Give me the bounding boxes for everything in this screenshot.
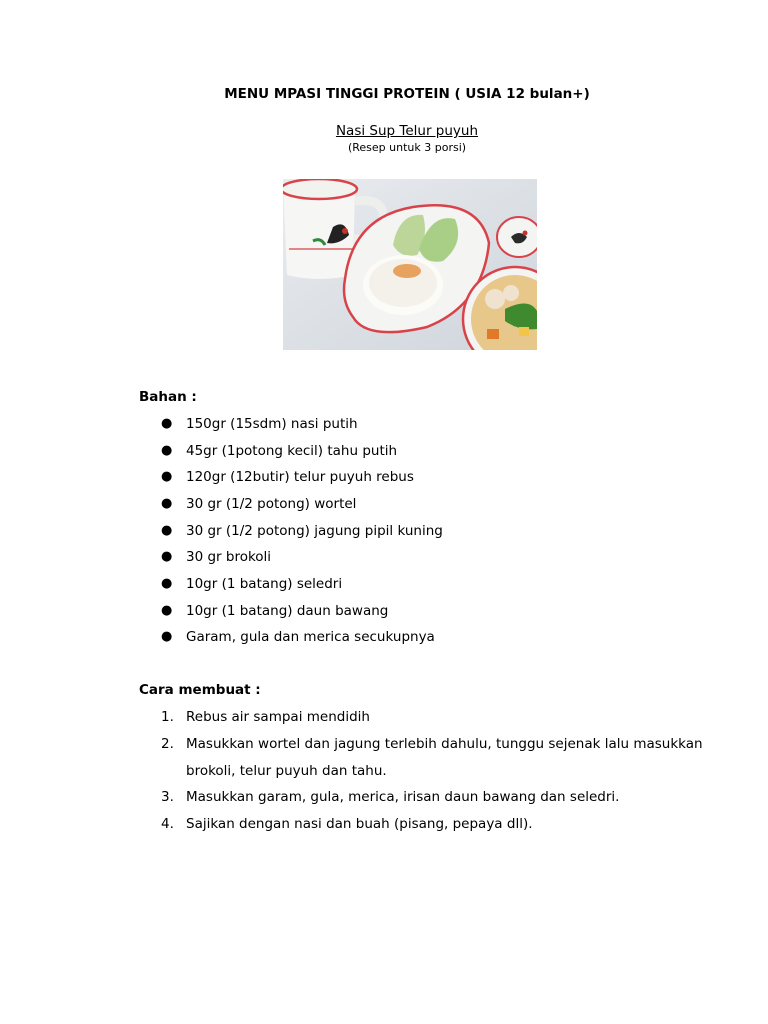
list-item: ● 150gr (15sdm) nasi putih	[161, 416, 358, 432]
step-item: 2. Masukkan wortel dan jagung terlebih dahulu, tunggu sejenak lalu masukkan	[161, 736, 703, 752]
list-item: ● 120gr (12butir) telur puyuh rebus	[161, 469, 414, 485]
list-item: ● 10gr (1 batang) seledri	[161, 576, 343, 592]
steps-heading: Cara membuat :	[139, 682, 261, 698]
step-item: 4. Sajikan dengan nasi dan buah (pisang, pepaya dll).	[161, 816, 533, 832]
bullet-icon: ●	[161, 496, 173, 511]
bullet-icon: ●	[161, 549, 173, 564]
bullet-icon: ●	[161, 523, 173, 538]
bullet-icon: ●	[161, 416, 173, 431]
food-illustration	[283, 179, 537, 350]
food-photo	[283, 179, 537, 350]
document-title: MENU MPASI TINGGI PROTEIN ( USIA 12 bulan+)	[224, 86, 590, 102]
bullet-icon: ●	[161, 603, 173, 618]
list-item: ● 30 gr (1/2 potong) wortel	[161, 496, 357, 512]
list-item: ● Garam, gula dan merica secukupnya	[161, 629, 435, 645]
list-item: ● 30 gr brokoli	[161, 549, 272, 565]
step-item: 3. Masukkan garam, gula, merica, irisan daun bawang dan seledri.	[161, 789, 620, 805]
step-item: 1. Rebus air sampai mendidih	[161, 709, 370, 725]
list-item: ● 10gr (1 batang) daun bawang	[161, 603, 389, 619]
bullet-icon: ●	[161, 469, 173, 484]
step-item-continuation: brokoli, telur puyuh dan tahu.	[186, 763, 387, 779]
recipe-name: Nasi Sup Telur puyuh	[335, 123, 479, 139]
portion-note: (Resep untuk 3 porsi)	[347, 141, 467, 154]
bullet-icon: ●	[161, 443, 173, 458]
list-item: ● 45gr (1potong kecil) tahu putih	[161, 443, 398, 459]
list-item: ● 30 gr (1/2 potong) jagung pipil kuning	[161, 523, 443, 539]
ingredients-heading: Bahan :	[139, 389, 197, 405]
small-cup	[497, 217, 537, 257]
bullet-icon: ●	[161, 576, 173, 591]
bullet-icon: ●	[161, 629, 173, 644]
